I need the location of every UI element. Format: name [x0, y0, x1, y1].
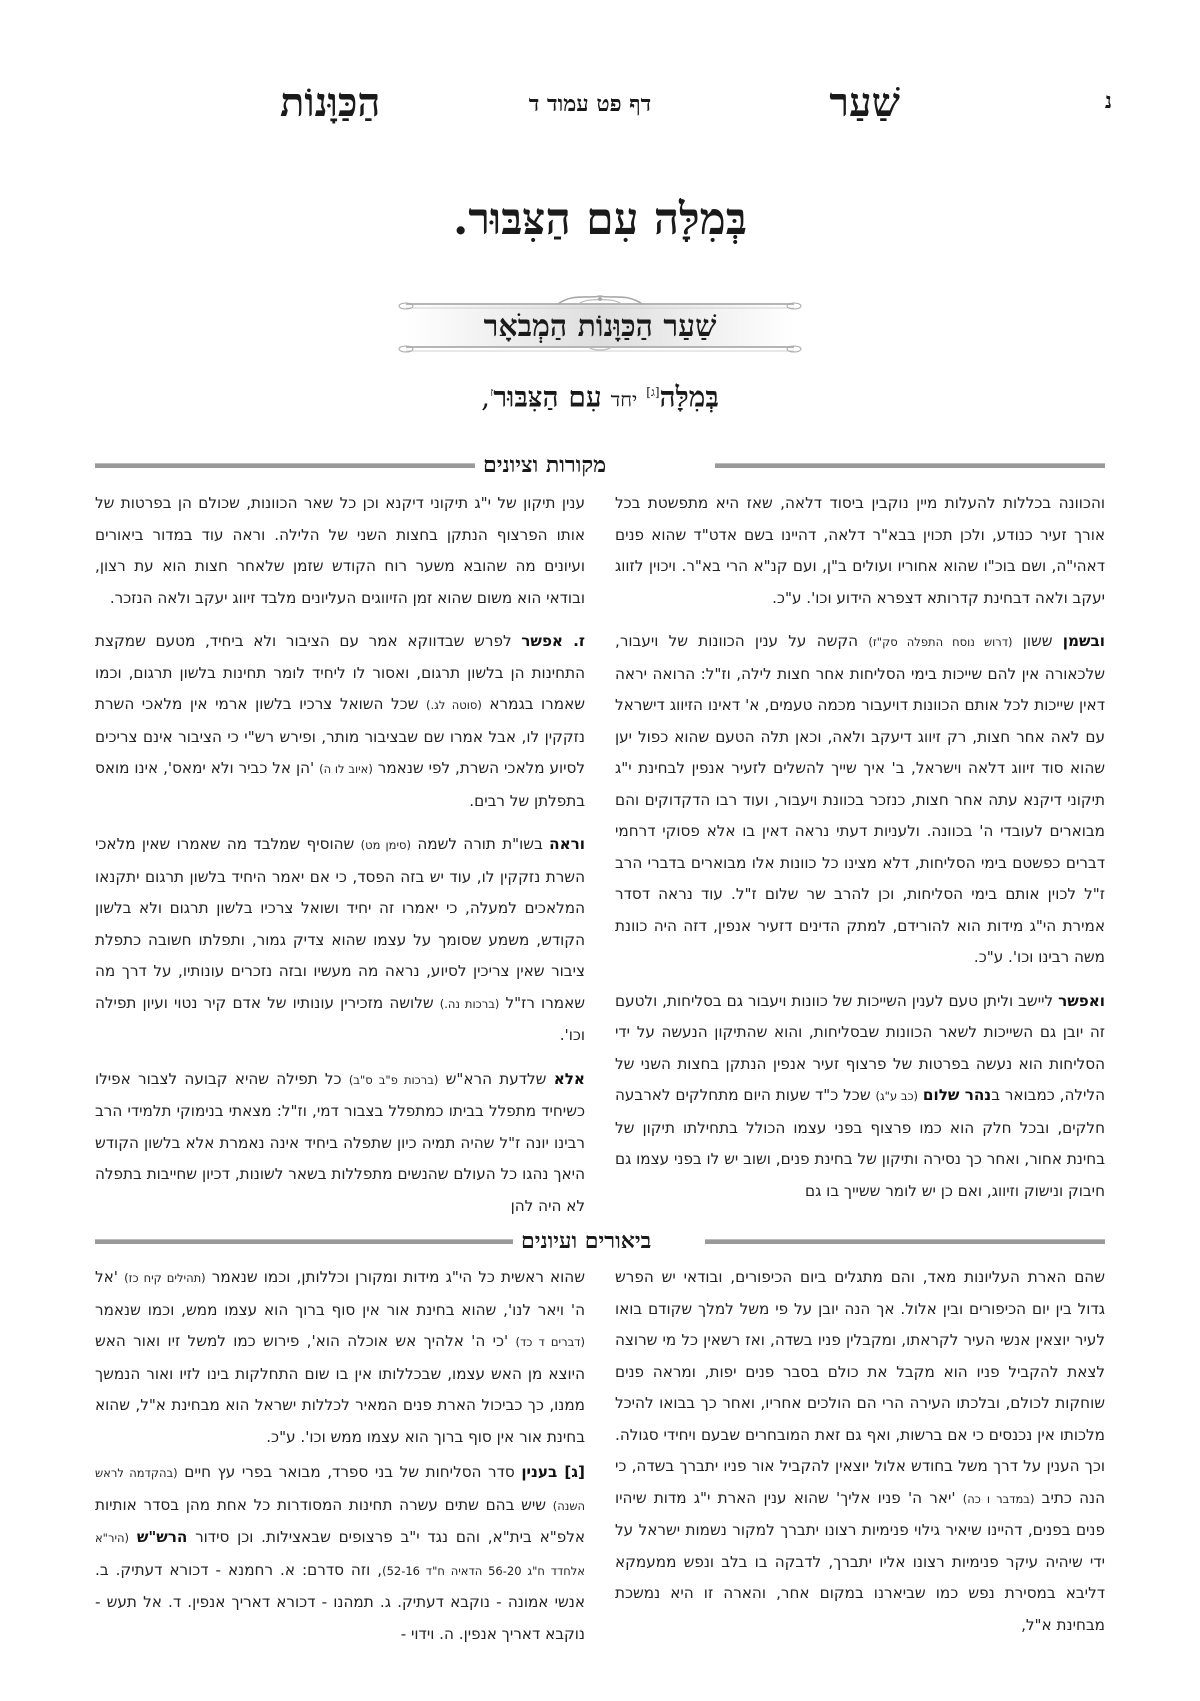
- citation: (בהקדמה לראש השנה): [95, 1466, 585, 1513]
- citation: (סוטה לג.): [425, 698, 482, 712]
- divider-rule-right: [705, 1239, 1105, 1244]
- paragraph-lead-word: ובשמן: [1062, 632, 1105, 650]
- paragraph-text: סדר הסליחות של בני ספרד, מבואר בפרי עץ חיים: [184, 1463, 522, 1481]
- explanations-right-column: [615, 1262, 1105, 1653]
- paragraph-lead-word: אלא: [553, 1069, 585, 1088]
- citation: (דרוש נוסח התפלה סק"ז): [868, 635, 1013, 649]
- sources-paragraph: [95, 829, 585, 1052]
- banner-title: שַׁעַר הַכַּוָּנוֹת הַמְבֹאָר: [483, 309, 717, 344]
- page-number: נ: [1104, 88, 1112, 114]
- sources-left-column: [95, 488, 585, 1234]
- explanations-divider: [95, 1226, 1105, 1256]
- paragraph-text: שלושה מזכירין עונותיו של אדם קיר נטוי ועיון תפילה וכו'.: [95, 993, 585, 1044]
- footnote-mark-zayin[interactable]: ז: [490, 385, 494, 399]
- running-header: [280, 78, 900, 128]
- citation: (סימן מט): [360, 838, 411, 852]
- sources-paragraph: [95, 488, 585, 614]
- sources-divider: [95, 450, 1105, 480]
- citation: (כב ע"ג): [875, 1089, 919, 1103]
- sources-paragraph: [95, 1064, 585, 1223]
- paragraph-lead-word: וראה: [549, 835, 586, 853]
- base-word-yachad: יחד: [610, 387, 638, 412]
- paragraph-text: בשו"ת תורה לשמה: [417, 835, 550, 853]
- paragraph-text: , וזה סדרם: א. רחמנא - דכורא דעתיק. ב. אנשי אמונה - נוקבא דעתיק. ג. תמהנו - דכורא דאריך אנפין. ד. אל תעש - נוקבא דאריך אנפין. ה. וידוי -: [95, 1560, 585, 1643]
- paragraph-text: 'הן אל כביר ולא ימאס', אינו מואס בתפלתן של רבים.: [95, 759, 585, 810]
- citation: (במדבר ו כה): [962, 1491, 1035, 1506]
- explanations-paragraph: [95, 1457, 585, 1650]
- sources-section-title: מקורות וציונים: [475, 450, 614, 480]
- sources-paragraph: [615, 488, 1105, 614]
- paragraph-text: שהם הארת העליונות מאד, והם מתגלים ביום הכיפורים, ובודאי יש הפרש גדול בין יום הכיפורים ובין אלול. אך הנה יובן על פי משל למלך שקודם בואו לעיר יוצאין אנשי העיר לקראתו, ומקבלין פניו בשדה, ואז רשאין כל מי שרוצה לצאת להקביל פניו הוא מקבל את כולם בסבר פנים יפות, ומראה פנים שוחקות לכולם, ובלכתו העירה הרי הם הולכים אחריו, ואחר כך בבואו להיכל מלכותו אין נכנסים כי אם ברשות, ואף גם זאת המובחרים שבעם ויחידי סגולה. וכך הענין על דרך משל בחודש אלול יוצאין להקביל אור פניו יתברך בשדה, כי הנה כתיב: [615, 1268, 1105, 1507]
- paragraph-text: הקשה על ענין הכוונות של ויעבור, שלכאורה אין להם שייכות בימי הסליחות אחר חצות לילה, וז"ל: הרואה יראה דאין שייכות לכל אותם הכוונות דויעבור מכמה טעמים, א' דאינו הזיווג דישראל עם לאה אחר חצות, רק זיווג דיעקב ולאה, וכאן תלה הטעם שהוא כפול יען שהוא סוד זיווג דלאה וישראל, ב' איך שייך להשלים לזעיר אנפין לבחינת י"ג תיקוני דיקנא עתה אחר חצות, כנזכר בכוונת ויעבור, ועוד רבו הדקדוקים והם מבוארים לעובדי ה' בכוונה. ולעניות דעתי נראה דאין בו אלא פסוקי דרחמי דברים כפשטם בימי הסליחות, דלא מצינו כל כוונות אלו מבוארים בדברי הרב ז"ל לכוין אותם בימי הסליחות, וכן להרב שר שלום ז"ל. עוד נראה דסדר אמירת הי"ג מידות הוא להורידם, למתק הדינים דזעיר אנפין, דזה היה כוונת משה רבינו וכו'. ע"כ.: [615, 632, 1105, 966]
- sources-paragraph: [615, 986, 1105, 1208]
- paragraph-text: והכוונה בכללות להעלות מיין נוקבין ביסוד דלאה, שאז היא מתפשטת בכל אורך זעיר כנודע, ולכן תכוין בבא"ר דלאה, דהיינו בשם אדט"ד שהוא פנים דאהי"ה, ושם בוכ"ו שהוא אחוריו ועולים ב"ן, ועם קנ"א הרי בא"ר. ויכוין לזווג יעקב ולאה דבחינת קדרותא דצפרא הידוע וכו'. ע"כ.: [615, 494, 1105, 607]
- citation: (היר"א אלחדד ח"ג 56-20 הדאיה ח"ד 52-16): [95, 1531, 585, 1578]
- book-title: הרש"ש: [136, 1528, 188, 1546]
- citation: (איוב לו ה): [319, 762, 373, 776]
- base-text-line: [0, 370, 1200, 421]
- paragraph-text: שיש בהם שתים עשרה תחינות המסודרות כל אחת מהן בסדר אותיות אלפ"א בית"א, והם נגד י"ב פרצופים שבאצילות. וכן סידור: [95, 1495, 585, 1546]
- paragraph-text: שהוסיף שמלבד מה שאמרו שאין מלאכי השרת נזקקין לו, עוד יש בזה הפסד, כי אם יאמר היחיד בלשון תרגום יתקנאו המלאכים למעלה, כי יאמרו זה יחיד ושואל צרכיו בלשון תרגום ולא בלשון הקודש, משמע שסומך על עצמו שהוא צדיק גמור, ותפלתו חשובה כתפלת ציבור שאין צריכין לסיוע, נראה מה מעשיו ובזה נזכרים עונותיו, על דרך מה שאמרו רז"ל: [95, 835, 585, 1012]
- main-title: בְּמִלָּה עִם הַצִּבּוּר.: [453, 194, 747, 245]
- header-folio-location: דף פט עמוד ד: [528, 91, 652, 117]
- paragraph-text: שכל כ"ד שעות היום מתחלקים לארבעה חלקים, ובכל חלק הוא כמו פרצוף בפני עצמו הכולל בתחילתו תיקון של בחינת אחור, ואחר כך נסירה ותיקון של בחינת פנים, ושוב יש לו בפני עצמו גם חיבוק ונישוק וזיווג, ואם כן יש לומר ששייך בו גם: [615, 1086, 1105, 1200]
- paragraph-text: לפרש שבדווקא אמר עם הציבור ולא ביחיד, מטעם שמקצת התחינות הן בלשון תרגום, ואסור לו ליחיד לומר תחינות בלשון תרגום, וכמו שאמרו בגמרא: [95, 632, 585, 713]
- footnote-mark-gimel[interactable]: [ג]: [646, 385, 660, 399]
- paragraph-lead-word: [ג] בענין: [521, 1463, 585, 1481]
- header-word-shaar: שַׁעַר: [829, 79, 900, 126]
- sources-paragraph: [615, 626, 1105, 974]
- divider-rule-left: [95, 463, 495, 468]
- base-word-bemila: בְּמִלָּה: [659, 380, 719, 414]
- citation: (דברים ד כד): [515, 1335, 586, 1349]
- paragraph-text: ליישב וליתן טעם לענין השייכות של כוונות ויעבור גם בסליחות, ולטעם זה יובן גם השייכות לשאר הכוונות שבסליחות, והוא שהתיקון הנעשה על ידי הסליחות הוא נעשה בפרטות של פרצוף זעיר אנפין הנתקן בחצות השני של הלילה, כמבואר ב: [615, 991, 1105, 1104]
- base-word-im-hatzibur: עִם הַצִּבּוּר: [493, 380, 602, 414]
- paragraph-text: שכל השואל צרכיו בלשון ארמי אין מלאכי השרת נזקקין לו, אבל אמרו שם שבציבור מותר, ופירש רש"י כי הציבור אינם צריכים לסיוע מלאכי השרת, לפי שנאמר: [95, 695, 586, 777]
- sources-right-column: [615, 488, 1105, 1219]
- paragraph-text: כל תפילה שהיא קבועה לצבור אפילו כשיחיד מתפלל בביתו כמתפלל בצבור דמי, וז"ל: מצאתי בנימוקי תלמידי הרב רבינו יונה ז"ל שהיה תמיה כיון שתפלה ביחיד אינה נאמרת אלא בלשון הקודש היאך נהגו כל העולם שהנשים מתפללות בשאר לשונות, דכיון שחייבות בתפלה לא היה להן: [95, 1069, 585, 1215]
- paragraph-text: 'אל ה' ויאר לנו', שהוא בחינת אור אין סוף ברוך הוא עצמו ממש, וכמו שנאמר: [95, 1268, 585, 1319]
- paragraph-lead-word: ואפשר: [1058, 991, 1105, 1010]
- sources-paragraph: [95, 626, 585, 817]
- citation: (תהילים קיח כז): [124, 1271, 206, 1285]
- explanations-section-title: ביאורים ועיונים: [513, 1226, 659, 1256]
- book-title: נהר שלום: [922, 1086, 992, 1104]
- header-word-hakavanot: הַכַּוָּנוֹת: [280, 79, 381, 126]
- explanations-left-column: [95, 1262, 585, 1662]
- paragraph-text: שלדעת הרא"ש: [445, 1069, 554, 1088]
- paragraph-text: 'יאר ה' פניו אליך' שהוא ענין הארת י"ג מדות שיהיו פנים בפנים, דהיינו שיאיר גילוי פנימיות רצונו יתברך למקור נשמות ישראל על ידי שיהיה עיקר פנימיות רצונו אליו יתברך, לדבקה בו בלב ונפש ממעמקא דליבא במסירת נפש כמו שביארנו במקום אחר, והארה זו היא נמשכת מבחינת א"ל,: [615, 1488, 1105, 1634]
- citation: (ברכות נה.): [439, 996, 500, 1011]
- ornamental-banner: [398, 295, 802, 357]
- divider-rule-right: [715, 463, 1105, 468]
- paragraph-lead-word: ז. אפשר: [521, 632, 585, 650]
- explanations-paragraph: [615, 1262, 1105, 1641]
- explanations-paragraph: [95, 1262, 585, 1453]
- subtitle-comma: ,: [481, 380, 491, 414]
- paragraph-text: שהוא ראשית כל הי"ג מידות ומקורן וכללותן, וכמו שנאמר: [211, 1268, 585, 1286]
- citation: (ברכות פ"ב ס"ב): [348, 1072, 439, 1087]
- paragraph-text: ששון: [1022, 632, 1063, 650]
- paragraph-text: 'כי ה' אלהיך אש אוכלה הוא', פירוש כמו למשל זיו ואור האש היוצא מן האש עצמו, שבכללותו אין בו שום התחלקות בינו לזיו ואור הנמשך ממנו, כך כביכול הארת פנים המאיר לכללות ישראל הוא מבחינת א"ל, שהוא בחינת אור אין סוף ברוך הוא עצמו ממש וכו'. ע"כ.: [95, 1332, 585, 1446]
- paragraph-text: ענין תיקון של י"ג תיקוני דיקנא וכן כל שאר הכוונות, שכולם הן בפרטות של אותו הפרצוף הנתקן בחצות השני של הלילה. וראה עוד במדור ביאורים ועיונים מה שהובא משער רוח הקודש שזמן שלאחר חצות הוא עת רצון, ובודאי הוא משום שהוא זמן הזיווגים העליונים מלבד זיווג יעקב ולאה הנזכר.: [95, 494, 585, 607]
- divider-rule-left: [95, 1239, 515, 1244]
